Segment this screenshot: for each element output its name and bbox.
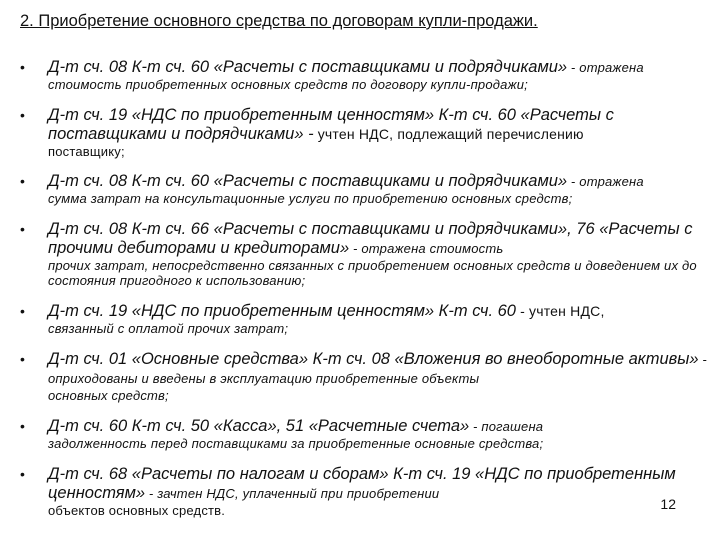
bullet-glyph: • xyxy=(20,59,25,75)
entry-description: прочих затрат, непосредственно связанных с приобретением основных средств и доведением их до состояния пригодного к использованию; xyxy=(48,258,697,288)
entry-description: объектов основных средств. xyxy=(48,503,226,518)
entry-accounts: Д-т сч. 60 К-т сч. 50 «Касса», 51 «Расчетные счета» xyxy=(48,417,470,435)
entry-text xyxy=(48,417,708,436)
list-item xyxy=(18,220,708,288)
entry-note: - погашена xyxy=(469,419,544,434)
entry-note: - зачтен НДС, уплаченный при приобретении xyxy=(145,486,440,501)
entry-text xyxy=(48,465,708,503)
bullet-glyph: • xyxy=(20,303,25,319)
entry-accounts: Д-т сч. 08 К-т сч. 60 «Расчеты с поставщиками и подрядчиками» xyxy=(48,172,568,190)
entry-note: - отражена xyxy=(567,174,644,189)
entry-description: связанный с оплатой прочих затрат; xyxy=(48,321,289,336)
bullet-glyph: • xyxy=(20,418,25,434)
entry-text xyxy=(48,302,708,321)
entry-description: стоимость приобретенных основных средств по договору купли-продажи; xyxy=(48,77,528,92)
bullet-glyph: • xyxy=(20,466,25,482)
list-item xyxy=(18,465,708,518)
entry-text xyxy=(48,172,708,191)
entry-accounts: Д-т сч. 08 К-т сч. 66 «Расчеты с поставщиками и подрядчиками», 76 «Расчеты с прочими дебиторами и кредиторами» xyxy=(48,220,693,257)
list-item xyxy=(18,417,708,451)
entry-text xyxy=(48,58,708,77)
entry-note: - отражена xyxy=(567,60,644,75)
entry-accounts: Д-т сч. 68 «Расчеты по налогам и сборам» К-т сч. 19 «НДС по приобретенным ценностям» xyxy=(48,465,676,502)
slide-title: 2. Приобретение основного средства по договорам купли-продажи. xyxy=(20,12,538,30)
entry-accounts: Д-т сч. 19 «НДС по приобретенным ценностям» К-т сч. 60 xyxy=(48,302,516,320)
bullet-glyph: • xyxy=(20,351,25,367)
entry-note: учтен НДС, подлежащий перечислению xyxy=(313,126,584,142)
entry-description: поставщику; xyxy=(48,144,125,159)
entry-accounts: Д-т сч. 01 «Основные средства» К-т сч. 08 «Вложения во внеоборотные активы» xyxy=(48,350,699,368)
bullet-glyph: • xyxy=(20,107,25,123)
bullet-glyph: • xyxy=(20,221,25,237)
list-item xyxy=(18,106,708,159)
bullet-glyph: • xyxy=(20,173,25,189)
entry-text xyxy=(48,350,708,388)
entry-description: основных средств; xyxy=(48,388,169,403)
entry-accounts: Д-т сч. 08 К-т сч. 60 «Расчеты с поставщиками и подрядчиками» xyxy=(48,58,568,76)
list-item xyxy=(18,172,708,206)
list-item xyxy=(18,58,708,92)
page-number: 12 xyxy=(660,496,676,512)
entry-description: сумма затрат на консультационные услуги по приобретению основных средств; xyxy=(48,191,573,206)
entry-accounts: Д-т сч. 19 «НДС по приобретенным ценностям» К-т сч. 60 «Расчеты с поставщиками и подрядчиками» - xyxy=(48,106,614,143)
entry-note: - учтен НДС, xyxy=(515,303,605,319)
list-item xyxy=(18,350,708,403)
entry-text xyxy=(48,106,708,144)
list-item xyxy=(18,302,708,336)
entry-note: - отражена стоимость xyxy=(349,241,504,256)
entry-list xyxy=(18,58,708,518)
entry-note: - оприходованы и введены в эксплуатацию приобретенные объекты xyxy=(48,352,707,386)
entry-text xyxy=(48,220,708,258)
entry-description: задолженность перед поставщиками за приобретенные основные средства; xyxy=(48,436,544,451)
